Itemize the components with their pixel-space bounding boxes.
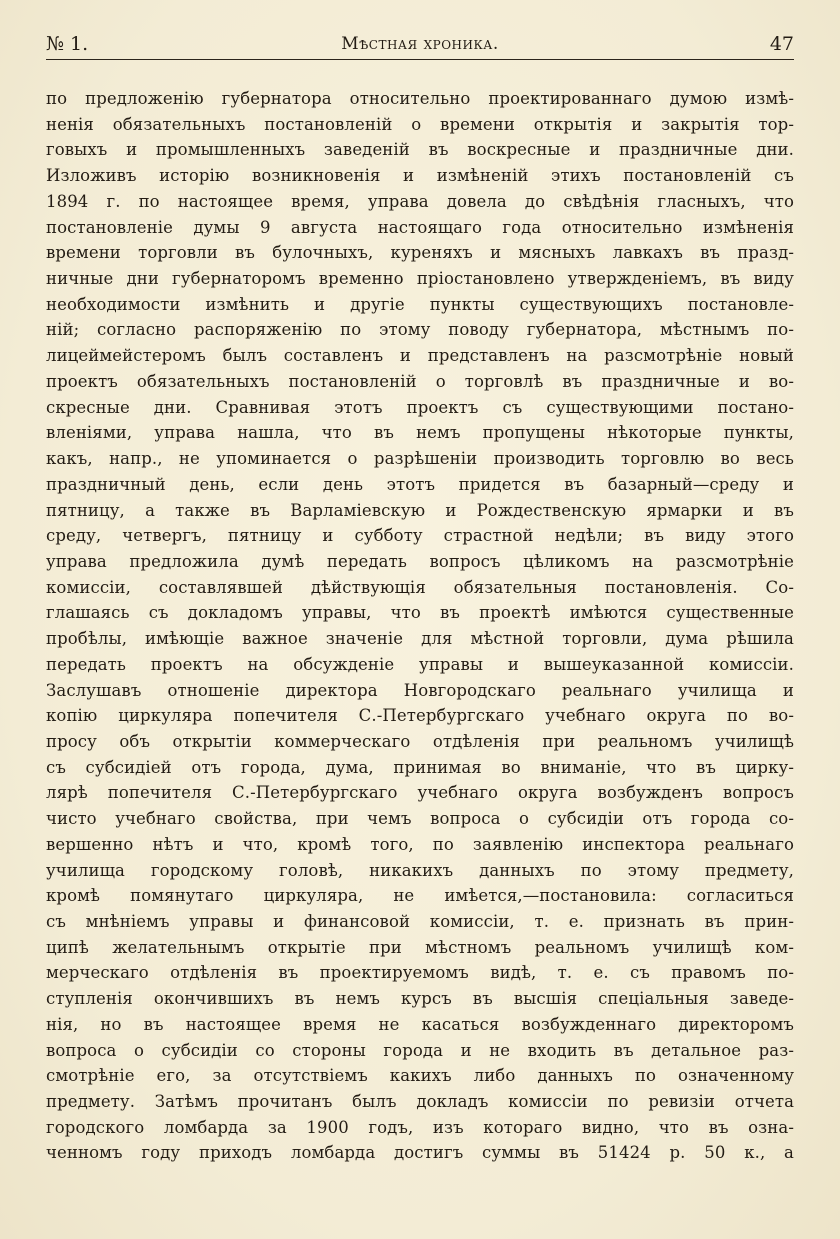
text-line: училища городскому головѣ, никакихъ данныхъ по этому предмету,: [46, 860, 794, 880]
text-line: времени торговли въ булочныхъ, куреняхъ и мясныхъ лавкахъ въ празд-: [46, 243, 794, 263]
text-line: кромѣ помянутаго циркуляра, не имѣется,—постановила: согласиться: [46, 886, 794, 906]
text-line: ципѣ желательнымъ открытіе при мѣстномъ реальномъ училищѣ ком-: [46, 937, 794, 957]
text-line: ступленія окончившихъ въ немъ курсъ въ высшія спеціальныя заведе-: [46, 989, 794, 1009]
text-line: городского ломбарда за 1900 годъ, изъ котораго видно, что въ озна-: [46, 1117, 794, 1137]
text-line: пробѣлы, имѣющіе важное значеніе для мѣстной торговли, дума рѣшила: [46, 629, 794, 649]
running-header: [46, 33, 794, 59]
text-line: глашаясь съ докладомъ управы, что въ проектѣ имѣются существенные: [46, 603, 794, 623]
text-line: комиссіи, составлявшей дѣйствующія обязательныя постановленія. Со-: [46, 577, 794, 597]
text-line: говыхъ и промышленныхъ заведеній въ воскресные и праздничные дни.: [46, 140, 794, 160]
text-line: мерческаго отдѣленія въ проектируемомъ видѣ, т. е. съ правомъ по-: [46, 963, 794, 983]
section-title: Мѣстная хроника.: [341, 34, 499, 54]
page-number: 47: [769, 33, 794, 55]
text-line: съ субсидіей отъ города, дума, принимая во вниманіе, что въ цирку-: [46, 757, 794, 777]
text-line: копію циркуляра попечителя С.-Петербургскаго учебнаго округа по во-: [46, 706, 794, 726]
text-line: постановленіе думы 9 августа настоящаго года относительно измѣненія: [46, 217, 794, 237]
text-line: просу объ открытіи коммерческаго отдѣленія при реальномъ училищѣ: [46, 731, 794, 751]
text-line: среду, четвергъ, пятницу и субботу страстной недѣли; въ виду этого: [46, 526, 794, 546]
text-line: какъ, напр., не упоминается о разрѣшеніи производить торговлю во весь: [46, 449, 794, 469]
text-line: вленіями, управа нашла, что въ немъ пропущены нѣкоторые пункты,: [46, 423, 794, 443]
text-line: ченномъ году приходъ ломбарда достигъ суммы въ 51424 р. 50 к., а: [46, 1143, 794, 1163]
text-line: ничные дни губернаторомъ временно пріостановлено утвержденіемъ, въ виду: [46, 269, 794, 289]
text-line: скресные дни. Сравнивая этотъ проектъ съ существующими постано-: [46, 397, 794, 417]
text-line: пятницу, а также въ Варламіевскую и Рождественскую ярмарки и въ: [46, 500, 794, 520]
text-line: ненія обязательныхъ постановленій о времени открытія и закрытія тор-: [46, 114, 794, 134]
text-line: ній; согласно распоряженію по этому поводу губернатора, мѣстнымъ по-: [46, 320, 794, 340]
text-line: лицеймейстеромъ былъ составленъ и представленъ на разсмотрѣніе новый: [46, 346, 794, 366]
text-line: съ мнѣніемъ управы и финансовой комиссіи, т. е. признать въ прин-: [46, 912, 794, 931]
text-line: проектъ обязательныхъ постановленій о торговлѣ въ праздничные и во-: [46, 371, 794, 391]
text-line: необходимости измѣнить и другіе пункты существующихъ постановле-: [46, 294, 794, 314]
text-line: Изложивъ исторію возникновенія и измѣненій этихъ постановленій съ: [46, 166, 794, 186]
body-text: [46, 86, 794, 1166]
text-line: лярѣ попечителя С.-Петербургскаго учебнаго округа возбужденъ вопросъ: [46, 783, 794, 803]
text-line: вершенно нѣтъ и что, кромѣ того, по заявленію инспектора реальнаго: [46, 834, 794, 854]
text-line: 1894 г. по настоящее время, управа довела до свѣдѣнія гласныхъ, что: [46, 191, 794, 211]
text-line: управа предложила думѣ передать вопросъ цѣликомъ на разсмотрѣніе: [46, 551, 794, 571]
text-line: вопроса о субсидіи со стороны города и не входить въ детальное раз-: [46, 1040, 794, 1060]
text-line: по предложенію губернатора относительно проектированнаго думою измѣ-: [46, 89, 794, 108]
text-line: смотрѣніе его, за отсутствіемъ какихъ либо данныхъ по означенному: [46, 1066, 794, 1086]
text-line: Заслушавъ отношеніе директора Новгородскаго реальнаго училища и: [46, 680, 794, 700]
issue-number: № 1.: [46, 33, 89, 55]
text-line: нія, но въ настоящее время не касаться возбужденнаго директоромъ: [46, 1014, 794, 1034]
text-line: передать проектъ на обсужденіе управы и вышеуказанной комиссіи.: [46, 654, 794, 674]
text-line: предмету. Затѣмъ прочитанъ былъ докладъ комиссіи по ревизіи отчета: [46, 1092, 794, 1112]
header-rule: [46, 59, 794, 60]
text-line: праздничный день, если день этотъ придется въ базарный—среду и: [46, 474, 794, 494]
text-line: чисто учебнаго свойства, при чемъ вопроса о субсидіи отъ города со-: [46, 809, 794, 829]
